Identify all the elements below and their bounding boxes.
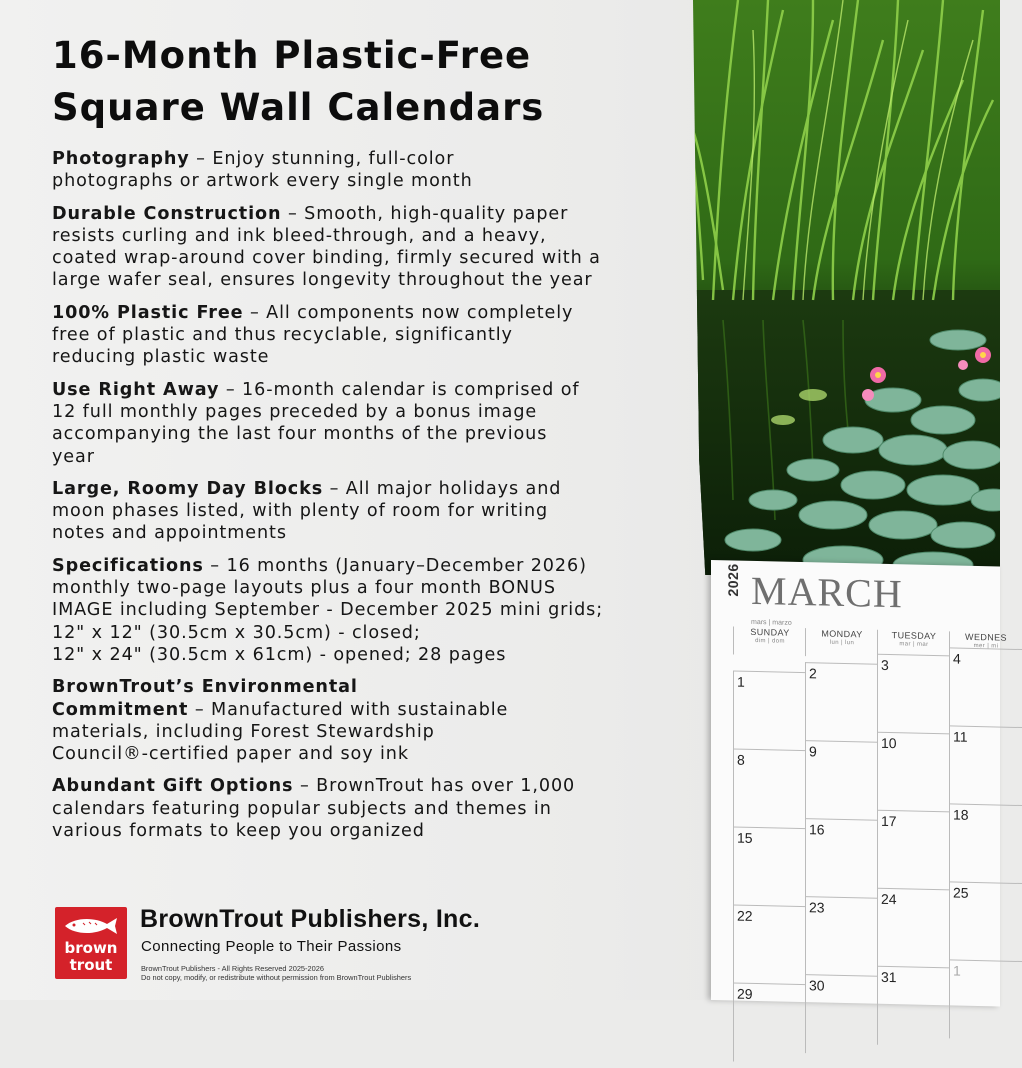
calendar-day-cell	[877, 654, 950, 735]
feature-heading: Durable Construction	[52, 203, 282, 224]
calendar-day-cell	[805, 896, 878, 977]
calendar-day-cell	[805, 740, 878, 821]
pond-photo-image	[693, 0, 1000, 575]
legal-notice	[141, 964, 411, 982]
feature-copy	[52, 30, 692, 852]
feature-heading: Photography	[52, 149, 190, 169]
day-number: 9	[809, 743, 817, 760]
calendar-day-cell	[733, 670, 806, 751]
day-number: 29	[737, 985, 753, 1002]
weekday-sub: mer | mi	[973, 642, 999, 650]
feature-durable-construction	[52, 203, 692, 292]
day-number: 15	[737, 829, 753, 846]
feature-text: Council®-certified paper and soy ink	[52, 744, 409, 765]
weekday-name: MONDAY	[821, 628, 863, 640]
calendar-page-preview	[711, 560, 1007, 1007]
calendar-day-cell	[733, 826, 806, 907]
weekday-header-monday	[805, 628, 878, 658]
day-number: 3	[881, 656, 889, 674]
feature-text: materials, including Forest Stewardship	[52, 721, 435, 742]
title-line-1: 16-Month Plastic-Free	[52, 34, 532, 77]
feature-text: – 16 months (January–December 2026)	[210, 555, 587, 576]
day-number: 8	[737, 751, 745, 768]
feature-day-blocks	[52, 478, 692, 545]
feature-text: – Enjoy stunning, full-color	[196, 149, 455, 169]
feature-text: free of plastic and thus recyclable, significantly	[52, 325, 513, 346]
feature-text: accompanying the last four months of the previous	[52, 424, 548, 445]
feature-text: year	[52, 446, 95, 467]
feature-text: – Manufactured with sustainable	[194, 699, 509, 720]
logo-text-trout: trout	[69, 956, 113, 974]
calendar-day-cell	[949, 725, 1022, 806]
feature-text: notes and appointments	[52, 523, 287, 544]
day-number: 18	[953, 806, 969, 823]
feature-text: coated wrap-around cover binding, firmly secured with a	[52, 248, 601, 269]
feature-heading: Use Right Away	[52, 379, 220, 400]
calendar-day-cell	[949, 803, 1022, 884]
weekday-name: SUNDAY	[750, 626, 790, 638]
trout-icon	[63, 915, 119, 937]
feature-text: resists curling and ink bleed-through, and a heavy,	[52, 225, 547, 246]
feature-heading: Large, Roomy Day Blocks	[52, 478, 324, 499]
feature-text: large wafer seal, ensures longevity throughout the year	[52, 270, 593, 291]
feature-text: – Smooth, high-quality paper	[287, 203, 569, 224]
day-number: 31	[881, 968, 897, 986]
feature-gift-options	[52, 775, 692, 842]
feature-text: 12" x 24" (30.5cm x 61cm) - opened; 28 pages	[52, 644, 507, 665]
day-number: 10	[881, 734, 897, 752]
calendar-day-cell	[877, 810, 950, 891]
company-name: BrownTrout Publishers, Inc.	[140, 905, 481, 933]
calendar-day-cell	[949, 881, 1022, 962]
feature-text: photographs or artwork every single month	[52, 171, 473, 192]
calendar-day-cell	[733, 904, 806, 985]
logo-text-brown: brown	[64, 939, 118, 957]
company-tagline: Connecting People to Their Passions	[141, 938, 402, 955]
legal-line-2: Do not copy, modify, or redistribute without permission from BrownTrout Publishers	[141, 973, 412, 982]
feature-heading: BrownTrout’s Environmental	[52, 677, 358, 698]
feature-plastic-free	[52, 302, 692, 369]
feature-text: 12 full monthly pages preceded by a bonus image	[52, 401, 538, 422]
day-number: 25	[953, 884, 969, 901]
feature-heading-2: Commitment	[52, 699, 189, 720]
weekday-header-sunday	[733, 626, 806, 656]
calendar-day-cell	[805, 974, 878, 1055]
feature-specifications	[52, 555, 692, 666]
day-number: 4	[953, 650, 961, 667]
day-number: 16	[809, 821, 825, 838]
day-number: 11	[953, 728, 968, 745]
feature-text: – BrownTrout has over 1,000	[299, 776, 576, 797]
title-line-2: Square Wall Calendars	[52, 86, 545, 129]
day-number: 1	[953, 962, 961, 979]
feature-heading: 100% Plastic Free	[52, 302, 244, 323]
feature-text: moon phases listed, with plenty of room for writing	[52, 501, 549, 522]
day-number: 23	[809, 899, 825, 916]
feature-heading: Abundant Gift Options	[52, 776, 294, 797]
feature-environmental-commitment	[52, 676, 692, 765]
calendar-day-cell	[877, 888, 950, 969]
calendar-day-cell	[949, 647, 1022, 728]
weekday-name: WEDNES	[965, 631, 1007, 643]
feature-text: various formats to keep you organized	[52, 821, 425, 842]
calendar-month-subtitle: mars | marzo	[751, 618, 792, 627]
day-number: 24	[881, 890, 897, 908]
feature-heading: Specifications	[52, 555, 204, 576]
feature-use-right-away	[52, 379, 692, 468]
feature-text: IMAGE including September - December 2025 mini grids;	[52, 600, 604, 621]
calendar-day-cell	[949, 959, 1022, 1040]
calendar-day-cell	[877, 966, 950, 1047]
weekday-sub: dim | dom	[755, 638, 785, 645]
feature-photography	[52, 148, 692, 193]
publisher-block	[52, 903, 652, 993]
feature-text: 12" x 12" (30.5cm x 30.5cm) - closed;	[52, 622, 421, 643]
weekday-sub: lun | lun	[829, 639, 855, 647]
feature-text: reducing plastic waste	[52, 347, 270, 368]
calendar-day-cell	[733, 982, 806, 1063]
day-number: 1	[737, 673, 745, 690]
calendar-month-title: MARCH	[751, 567, 903, 617]
feature-text: – 16-month calendar is comprised of	[225, 379, 580, 400]
day-number: 22	[737, 907, 753, 924]
page-title	[52, 30, 692, 134]
calendar-day-cell	[805, 662, 878, 743]
calendar-day-cell	[805, 818, 878, 899]
calendar-day-cell	[733, 748, 806, 829]
browntrout-logo	[55, 907, 127, 979]
calendar-day-cell	[877, 732, 950, 813]
pond-photo	[693, 0, 1000, 575]
weekday-name: TUESDAY	[891, 630, 937, 642]
calendar-year: 2026	[725, 563, 741, 597]
day-number: 30	[809, 977, 825, 994]
feature-text: – All major holidays and	[329, 478, 562, 499]
legal-line-1: BrownTrout Publishers - All Rights Reserved 2025-2026	[141, 964, 324, 973]
weekday-sub: mar | mar	[899, 641, 929, 648]
feature-text: calendars featuring popular subjects and themes in	[52, 798, 552, 819]
day-number: 17	[881, 812, 897, 830]
feature-text: monthly two-page layouts plus a four month BONUS	[52, 578, 556, 599]
feature-text: – All components now completely	[249, 302, 574, 323]
day-number: 2	[809, 665, 817, 682]
